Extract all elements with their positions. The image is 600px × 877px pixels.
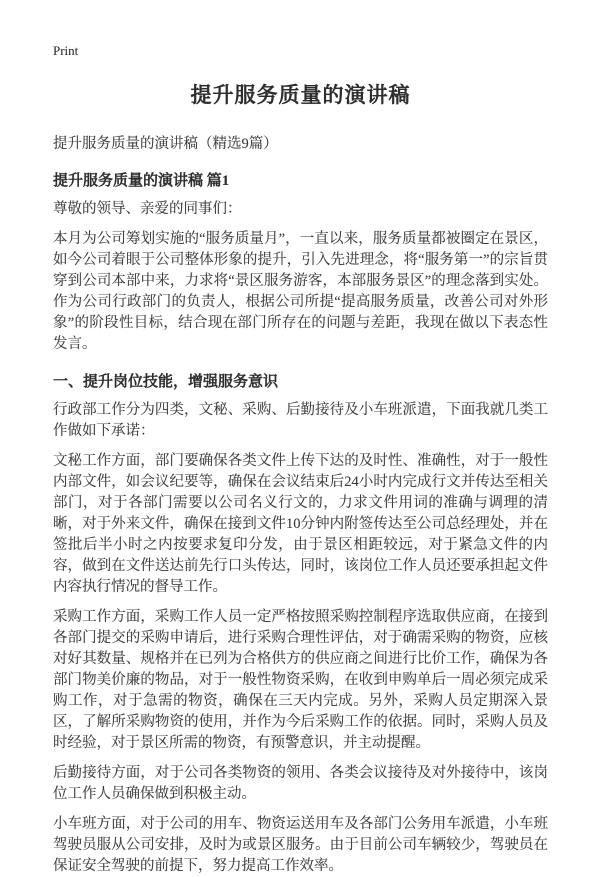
body-paragraph-motorpool: 小车班方面，对于公司的用车、物资运送用车及各部门公务用车派遣，小车班驾驶员服从公司安排，及时为或景区服务。由于目前公司车辆较少，驾驶员在保证安全驾驶的前提下，努力提高工作效率。 (53, 816, 548, 874)
section-heading: 一、提升岗位技能，增强服务意识 (53, 374, 279, 390)
body-paragraph-logistics: 后勤接待方面，对于公司各类物资的领用、各类会议接待及对外接待中，该岗位工作人员确保做到积极主动。 (53, 765, 548, 802)
document-subtitle: 提升服务质量的演讲稿（精选9篇） (53, 136, 278, 152)
body-paragraph-duties-overview: 行政部工作分为四类，文秘、采购、后勤接待及小车班派遣，下面我就几类工作做如下承诺： (53, 402, 548, 439)
chapter-heading: 提升服务质量的演讲稿 篇1 (53, 173, 230, 189)
body-paragraph-procurement: 采购工作方面，采购工作人员一定严格按照采购控制程序选取供应商，在接到各部门提交的采购申请后，进行采购合理性评估，对于确需采购的物资，应核对好其数量、规格并在已列为合格供方的供应商之间进行比价工作，确保为各部门物美价廉的物品，对于一般性物资采购，在收到申购单后一周必须完成采购工作，对于急需的物资，确保在三天内完成。另外，采购人员定期深入景区，了解所采购物资的使用，并作为今后采购工作的依据。同时，采购人员及时经验，对于景区所需的物资，有预警意识，并主动提醒。 (53, 609, 548, 751)
print-link[interactable]: Print (53, 43, 79, 58)
intro-paragraph: 本月为公司筹划实施的“服务质量月”，一直以来，服务质量都被圈定在景区，如今公司着眼于公司整体形象的提升，引入先进理念，将“服务第一”的宗旨贯穿到公司本部中来，力求将“景区服务游客，本部服务景区”的理念落到实处。作为公司行政部门的负责人，根据公司所提“提高服务质量，改善公司对外形象”的阶段性目标，结合现在部门所存在的问题与差距，我现在做以下表态性发言。 (53, 231, 548, 352)
document-title: 提升服务质量的演讲稿 (190, 83, 411, 107)
body-paragraph-secretarial: 文秘工作方面，部门要确保各类文件上传下达的及时性、准确性，对于一般性内部文件，如会议纪要等，确保在会议结束后24小时内完成行文并传达至相关部门，对于各部门需要以公司名义行文的，力求文件用词的准确与调理的清晰，对于外来文件，确保在接到文件10分钟内附签传达至公司总经理处，并在签批后半小时之内按要求复印分发，由于景区相距较远，对于紧急文件的内容，做到在文件送达前先行口头传达，同时，该岗位工作人员还要承担起文件内容执行情况的督导工作。 (53, 453, 548, 595)
salutation-paragraph: 尊敬的领导、亲爱的同事们： (53, 201, 242, 217)
